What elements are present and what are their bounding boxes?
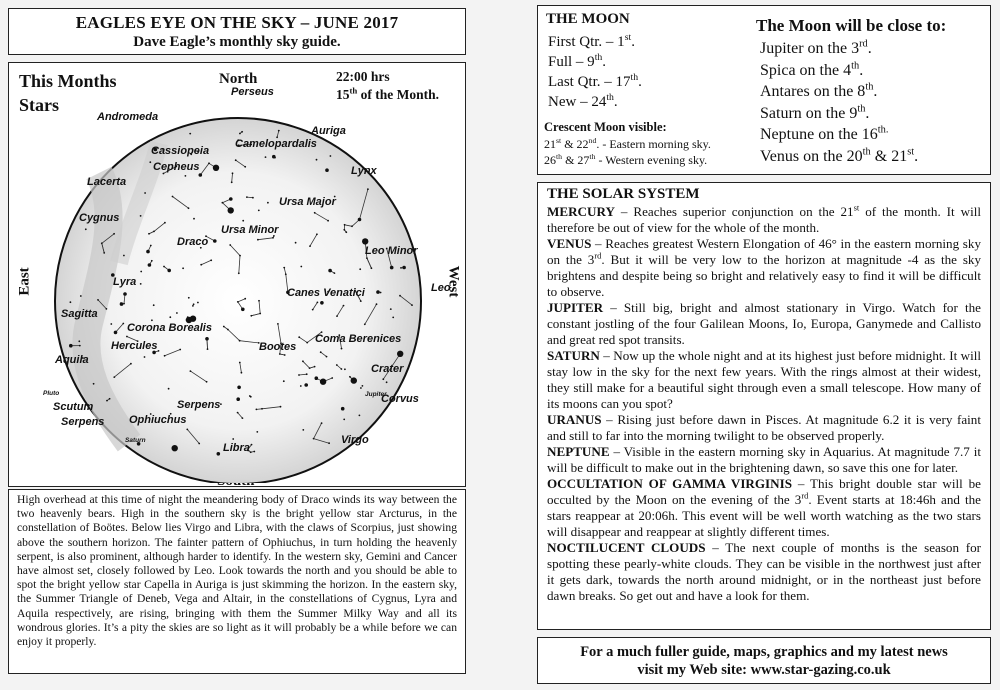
star [371,267,373,269]
star [309,367,311,369]
constellation-label: Bootes [259,341,297,353]
star [144,192,146,194]
star [208,162,210,164]
star [164,222,166,224]
star [306,342,308,344]
sky-description: High overhead at this time of night the meandering body of Draco winds its way between the two heavenly bears. High in the southern sky is the bright yellow star Arcturus, in the constellation of Boötes. Below lies Virgo and Libra, with the claws of Scorpius, just showing above the southern horizon. The fainter pattern of Ophiuchus, in turn holding the heavenly serpent, is also prominent, although harder to identify. In the western sky, Gemini and Cancer have almost set, closely followed by Leo. Look towards the north and you should be able to spot the bright yellow star Capella in Auriga is just skimming the horizon. In the eastern sky, the Summer Triangle of Deneb, Vega and Altair, in the constellations of Cygnus, Lyra and Aquila respectively, are rising, bringing with them the Summer Milky Way and all its wondrous glories. It’s a pity the skies are so light as it will probably be a while before we can enjoy it properly. [8,489,466,674]
star [200,264,202,266]
constellation-label: Cepheus [153,161,200,173]
star [256,431,258,433]
constellation-label: Virgo [341,434,369,446]
star [140,283,142,285]
moon-close-item: Spica on the 4th. [760,60,864,79]
star [411,304,413,306]
star [295,242,297,244]
star [272,155,276,159]
star [179,349,181,351]
star [169,316,171,318]
page-title: EAGLES EYE ON THE SKY – JUNE 2017 [75,13,399,32]
star [140,215,142,217]
star [320,351,322,353]
star [122,323,124,325]
star [344,224,346,226]
star [341,407,345,411]
constellation-label: Corvus [381,393,419,405]
star [258,210,260,212]
constellation-label: Ursa Major [279,196,336,208]
constellation-label: Lacerta [87,176,127,188]
star [277,323,279,325]
star [251,444,253,446]
star [237,301,239,303]
website-line1: For a much fuller guide, maps, graphics and my latest news [580,644,948,660]
star [343,419,345,421]
constellation-label: Camelopardalis [235,138,317,150]
website-box [537,637,991,684]
star [149,161,151,163]
star [236,397,240,401]
star [312,309,314,311]
star [331,377,333,379]
star [362,385,364,387]
star [182,267,184,269]
solar-item-noctilucent: NOCTILUCENT CLOUDS – The next couple of months is the season for spotting these pearly-white clouds. They can be visible in the northwest just after it gets dark, towards the north around midnight, or in the northeast just before dawn breaks. So get out and have a look for them. [547,540,981,603]
star [316,233,318,235]
star [242,220,244,222]
star [153,231,155,233]
star [300,385,302,387]
star [217,452,221,456]
star [229,244,231,246]
star [101,242,103,244]
star [193,303,195,305]
star [302,360,304,362]
star [321,422,323,424]
star [223,326,225,328]
page-subtitle: Dave Eagle’s monthly sky guide. [133,34,341,50]
star [250,396,252,398]
solar-item-venus: VENUS – Reaches greatest Western Elongation of 46° in the eastern morning sky on the 3rd. But it will be very low to the horizon at magnitude -4 as the sky brightens and despite being so bright and relatively easy to find it will be difficult to observe. [547,236,982,299]
star [109,398,111,400]
star [113,376,115,378]
star [222,202,224,204]
star [360,300,362,302]
star [250,315,252,317]
star [345,231,347,233]
star [259,313,261,315]
star [256,409,258,411]
star [103,252,105,254]
star [278,130,280,132]
solar-item-uranus: URANUS – Rising just before dawn in Pisces. At magnitude 6.2 it is very faint and still to far into the morning twilight to be observed properly. [547,412,981,443]
solar-item-jupiter: JUPITER – Still big, bright and almost stationary in Virgo. Watch for the constant jostling of the four Galilean Moons, Io, Europa, Ganymede and Callisto and great red spot transits. [547,300,981,347]
constellation-label: Leo Minor [365,245,418,257]
map-heading-line2: Stars [19,95,59,115]
moon-phase-item: Full – 9th. [548,52,607,70]
star [309,245,311,247]
star [239,255,241,257]
star [258,300,260,302]
star [330,155,332,157]
star [213,165,219,171]
star [244,166,246,168]
star [205,337,209,341]
star [380,292,382,294]
star [336,315,338,317]
star [198,443,200,445]
star [367,188,369,190]
star [229,197,233,201]
star [300,266,302,268]
constellation-label: Scutum [53,401,94,413]
star [70,301,72,303]
crescent-list [544,136,711,168]
star [188,207,190,209]
star [390,266,394,270]
star [114,331,118,335]
star [313,438,315,440]
west-label: West [445,265,462,298]
star [252,197,254,199]
star [315,376,319,380]
constellation-label: Lyra [113,276,137,288]
star [239,362,241,364]
moon-phase-item: Last Qtr. – 17th. [548,72,642,90]
moon-phases [548,32,642,112]
star [197,302,199,304]
star [376,290,380,294]
star [241,372,243,374]
star [231,181,233,183]
star [232,172,234,174]
planet-label: Saturn [125,437,146,444]
star [213,239,217,243]
star [351,377,357,383]
solar-item-neptune: NEPTUNE – Visible in the eastern morning sky in Aquarius. At magnitude 7.7 it will be difficult to make out in the brightening dawn, so save this one for later. [547,444,981,475]
constellation-label: Serpens [61,416,105,428]
star [144,356,146,358]
star [400,267,402,269]
north-label: North [219,71,258,87]
star [334,272,336,274]
constellation-label: Perseus [231,86,274,98]
star [298,336,300,338]
star [283,380,285,382]
star [199,173,203,177]
constellation-label: Draco [177,236,209,248]
solar-system-panel [537,182,991,630]
moon-close-item: Saturn on the 9th. [760,103,870,122]
star [106,400,108,402]
star [336,364,338,366]
star [341,348,343,350]
solar-item-saturn: SATURN – Now up the whole night and at its highest just before midnight. It will stay low in the sky for the next few years. With the rings almost at their widest, they still make for a beautiful sight through even a small telescope. How many of its moons can you spot? [547,348,981,411]
star [328,269,332,273]
constellation-label: Ursa Minor [221,224,279,236]
star [151,319,153,321]
star [267,202,269,204]
star [164,355,166,357]
moon-close-item: Antares on the 8th. [760,81,878,100]
star [359,268,361,270]
star [241,131,243,133]
constellation-label: Auriga [311,125,346,137]
star [123,292,127,296]
star [232,438,234,440]
star [148,233,150,235]
star [210,259,212,261]
star [186,429,188,431]
star [328,442,330,444]
star [190,316,196,322]
star [314,212,316,214]
star [80,295,82,297]
star [390,308,392,310]
star [351,225,353,227]
star [123,255,125,257]
star [239,133,241,135]
star [207,348,209,350]
star [239,340,241,342]
constellation-label: Libra [223,442,250,454]
star [130,363,132,365]
star [327,220,329,222]
star [238,272,240,274]
constellation-label: Lynx [351,165,377,177]
constellation-label: Hercules [111,340,158,352]
star [397,351,403,357]
star [386,381,388,383]
star [283,267,285,269]
star [93,383,95,385]
star [78,340,80,342]
star [228,207,234,213]
planet-label: Pluto [43,390,60,397]
constellation-label: Cassiopeia [151,145,210,157]
star [148,263,152,267]
star [237,386,241,390]
star [242,417,244,419]
crescent-item: 21st & 22nd. - Eastern morning sky. [544,136,711,151]
solar-heading: THE SOLAR SYSTEM [547,186,700,202]
star [306,373,308,375]
star [257,239,259,241]
star [359,415,361,417]
star [366,257,368,259]
star [167,269,171,273]
star [123,303,125,305]
star [69,344,73,348]
constellation-label: Ophiuchus [129,414,187,426]
map-heading-line1: This Months [19,71,117,91]
star [185,175,187,177]
star [153,304,155,306]
star [172,196,174,198]
star [192,305,194,307]
star [316,159,318,161]
star [317,302,319,304]
map-date: 15th of the Month. [336,85,440,102]
star [343,229,345,231]
star [261,408,263,410]
star [298,374,300,376]
star [343,305,345,307]
star [85,228,87,230]
star [120,302,122,304]
star [399,295,401,297]
star [250,451,252,453]
sky-chart [9,63,465,483]
crescent-heading: Crescent Moon visible: [544,120,667,134]
star [176,312,178,314]
solar-item-occultation: OCCULTATION OF GAMMA VIRGINIS – This bright double star will be occulted by the Moon on the evening of the 3rd. Event starts at 18:46h and the stars reappear at 20:06h. This event will be well worth watching as the two stars will disappear and reappear at slightly different times. [547,476,981,539]
moon-panel [537,5,991,175]
star [382,378,384,380]
star [172,445,178,451]
crescent-item: 26th & 27th - Western evening sky. [544,152,708,167]
moon-close-item: Jupiter on the 3rd. [760,38,872,57]
constellation-label: Aquila [55,354,89,366]
planet-label: Jupiter [365,391,387,398]
constellation-label: Serpens [177,399,221,411]
star [402,266,406,270]
star [364,323,366,325]
star [284,354,286,356]
star [320,379,326,385]
star [362,238,368,244]
star [253,451,255,453]
star [241,308,245,312]
star [314,366,316,368]
moon-close-item: Venus on the 20th & 21st. [760,146,919,165]
constellation-label: Coma Berenices [315,333,402,345]
star [106,308,108,310]
star [302,429,304,431]
star [188,297,190,299]
star [110,323,112,325]
moon-phase-item: New – 24th. [548,92,618,110]
constellation-label: Crater [371,363,404,375]
moon-phase-item: First Qtr. – 1st. [548,32,635,50]
moon-close-heading: The Moon will be close to: [756,16,947,35]
star-map-panel [8,62,466,487]
star [304,383,308,387]
star [326,356,328,358]
star [163,266,165,268]
moon-close-item: Neptune on the $16^{th.}$ [760,124,889,143]
star [279,353,281,355]
website-line2: visit my Web site: www.star-gazing.co.uk [637,662,891,678]
constellation-label: Cygnus [79,212,120,224]
star [392,317,394,319]
star [244,298,246,300]
constellation-label: Corona Borealis [127,322,212,334]
solar-item-mercury: MERCURY – Reaches superior conjunction on the 21st of the month. It will therefore be out of view for the whole of the month. [547,202,981,235]
star [344,368,346,370]
star [349,376,351,378]
star [237,412,239,414]
constellation-label: Leo [431,282,451,294]
star [190,370,192,372]
star [158,350,160,352]
star [246,196,248,198]
star [341,368,343,370]
star [360,387,362,389]
star [168,388,170,390]
star [189,133,191,135]
star [227,329,229,331]
star [320,301,324,305]
star [79,345,81,347]
star [376,303,378,305]
star [193,218,195,220]
constellation-label: Canes Venatici [287,287,365,299]
star [285,273,287,275]
star [235,159,237,161]
star [146,250,150,254]
constellation-label: Andromeda [97,111,159,123]
star [97,299,99,301]
constellation-label: Sagitta [61,308,98,320]
east-label: East [16,267,33,296]
map-time: 22:00 hrs [336,69,390,84]
star [280,406,282,408]
star [151,260,153,262]
star [126,336,128,338]
star [206,381,208,383]
star [140,271,142,273]
star [325,168,329,172]
star [113,233,115,235]
moon-heading: THE MOON [546,11,630,27]
title-box [8,8,466,55]
star [358,218,362,222]
star [272,237,274,239]
star [265,156,267,158]
star [150,245,152,247]
moon-close-list [760,38,918,167]
